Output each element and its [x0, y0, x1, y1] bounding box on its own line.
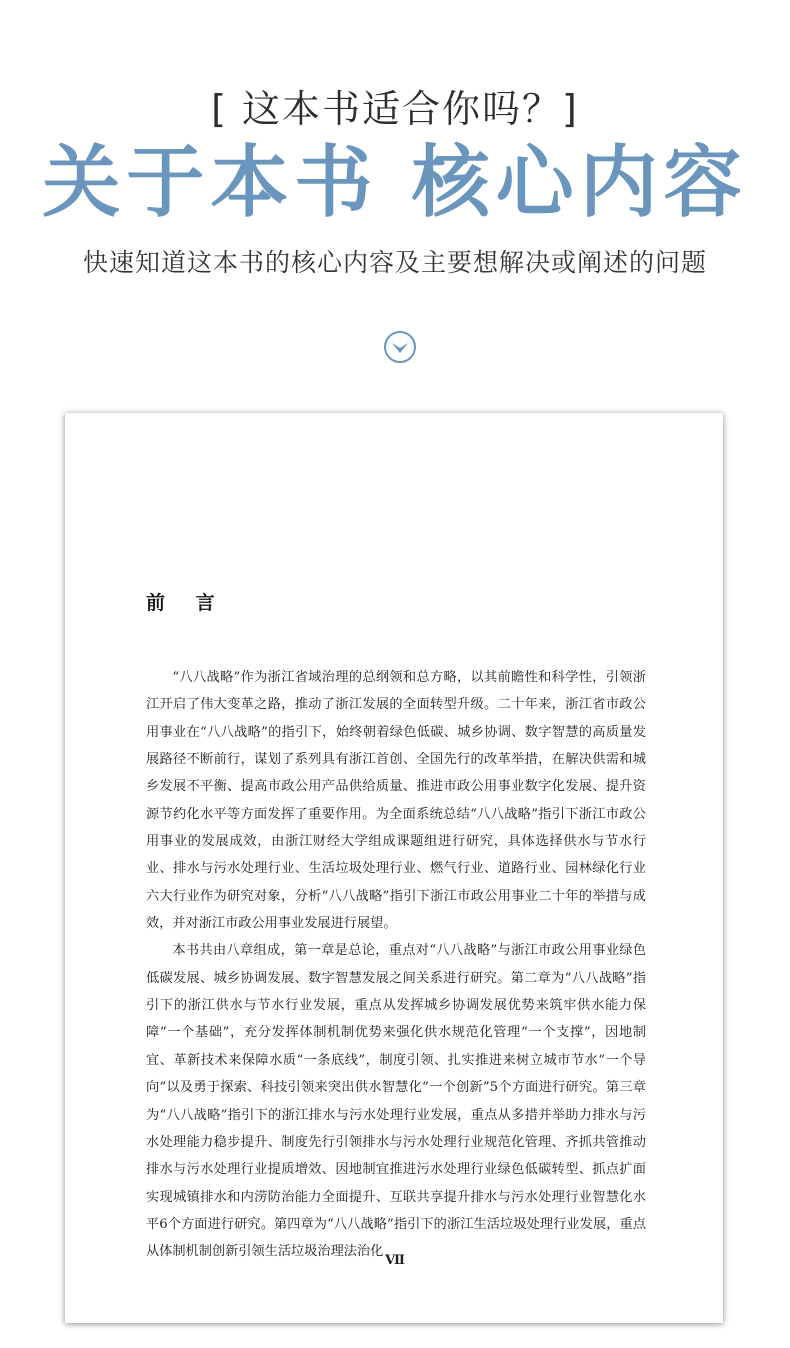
- chevron-down-circle-icon[interactable]: [383, 330, 417, 364]
- page-number: Ⅶ: [385, 1253, 405, 1268]
- preface-body: [146, 664, 646, 1266]
- question-banner: [ 这本书适合你吗？]: [211, 87, 579, 131]
- paragraph: 本书共由八章组成，第一章是总论，重点对“八八战略”与浙江市政公用事业绿色低碳发展、城乡协调发展、数字智慧发展之间关系进行研究。第二章为“八八战略”指引下的浙江供水与节水行业发展，重点从发挥城乡协调发展优势来筑牢供水能力保障“一个基础”，充分发挥体制机制优势来强化供水规范化管理“一个支撑”，因地制宜、革新技术来保障水质“一条底线”，制度引领、扎实推进来树立城市节水“一个导向”以及勇于探索、科技引领来突出供水智慧化“一个创新”5个方面进行研究。第三章为“八八战略”指引下的浙江排水与污水处理行业发展，重点从多措并举助力排水与污水处理能力稳步提升、制度先行引领排水与污水处理行业规范化管理、齐抓共管推动排水与污水处理行业提质增效、因地制宜推进污水处理行业绿色低碳转型、抓点扩面实现城镇排水和内涝防治能力全面提升、互联共享提升排水与污水处理行业智慧化水平6个方面进行研究。第四章为“八八战略”指引下的浙江生活垃圾处理行业发展，重点从体制机制创新引领生活垃圾治理法治化: [146, 943, 646, 1260]
- page-title: 关于本书 核心内容: [42, 137, 748, 228]
- preface-heading: 前 言: [146, 592, 227, 614]
- paragraph: “八八战略”作为浙江省域治理的总纲领和总方略，以其前瞻性和科学性，引领浙江开启了伟大变革之路，推动了浙江发展的全面转型升级。二十年来，浙江省市政公用事业在“八八战略”的指引下，始终朝着绿色低碳、城乡协调、数字智慧的高质量发展路径不断前行，谋划了系列具有浙江首创、全国先行的改革举措，在解决供需和城乡发展不平衡、提高市政公用产品供给质量、推进市政公用事业数字化发展、提升资源节约化水平等方面发挥了重要作用。为全面系统总结“八八战略”指引下浙江市政公用事业的发展成效，由浙江财经大学组成课题组进行研究，具体选择供水与节水行业、排水与污水处理行业、生活垃圾处理行业、燃气行业、道路行业、园林绿化行业六大行业作为研究对象，分析“八八战略”指引下浙江市政公用事业二十年的举措与成效，并对浙江市政公用事业发展进行展望。: [146, 670, 646, 932]
- tagline: 快速知道这本书的核心内容及主要想解决或阐述的问题: [82, 248, 707, 277]
